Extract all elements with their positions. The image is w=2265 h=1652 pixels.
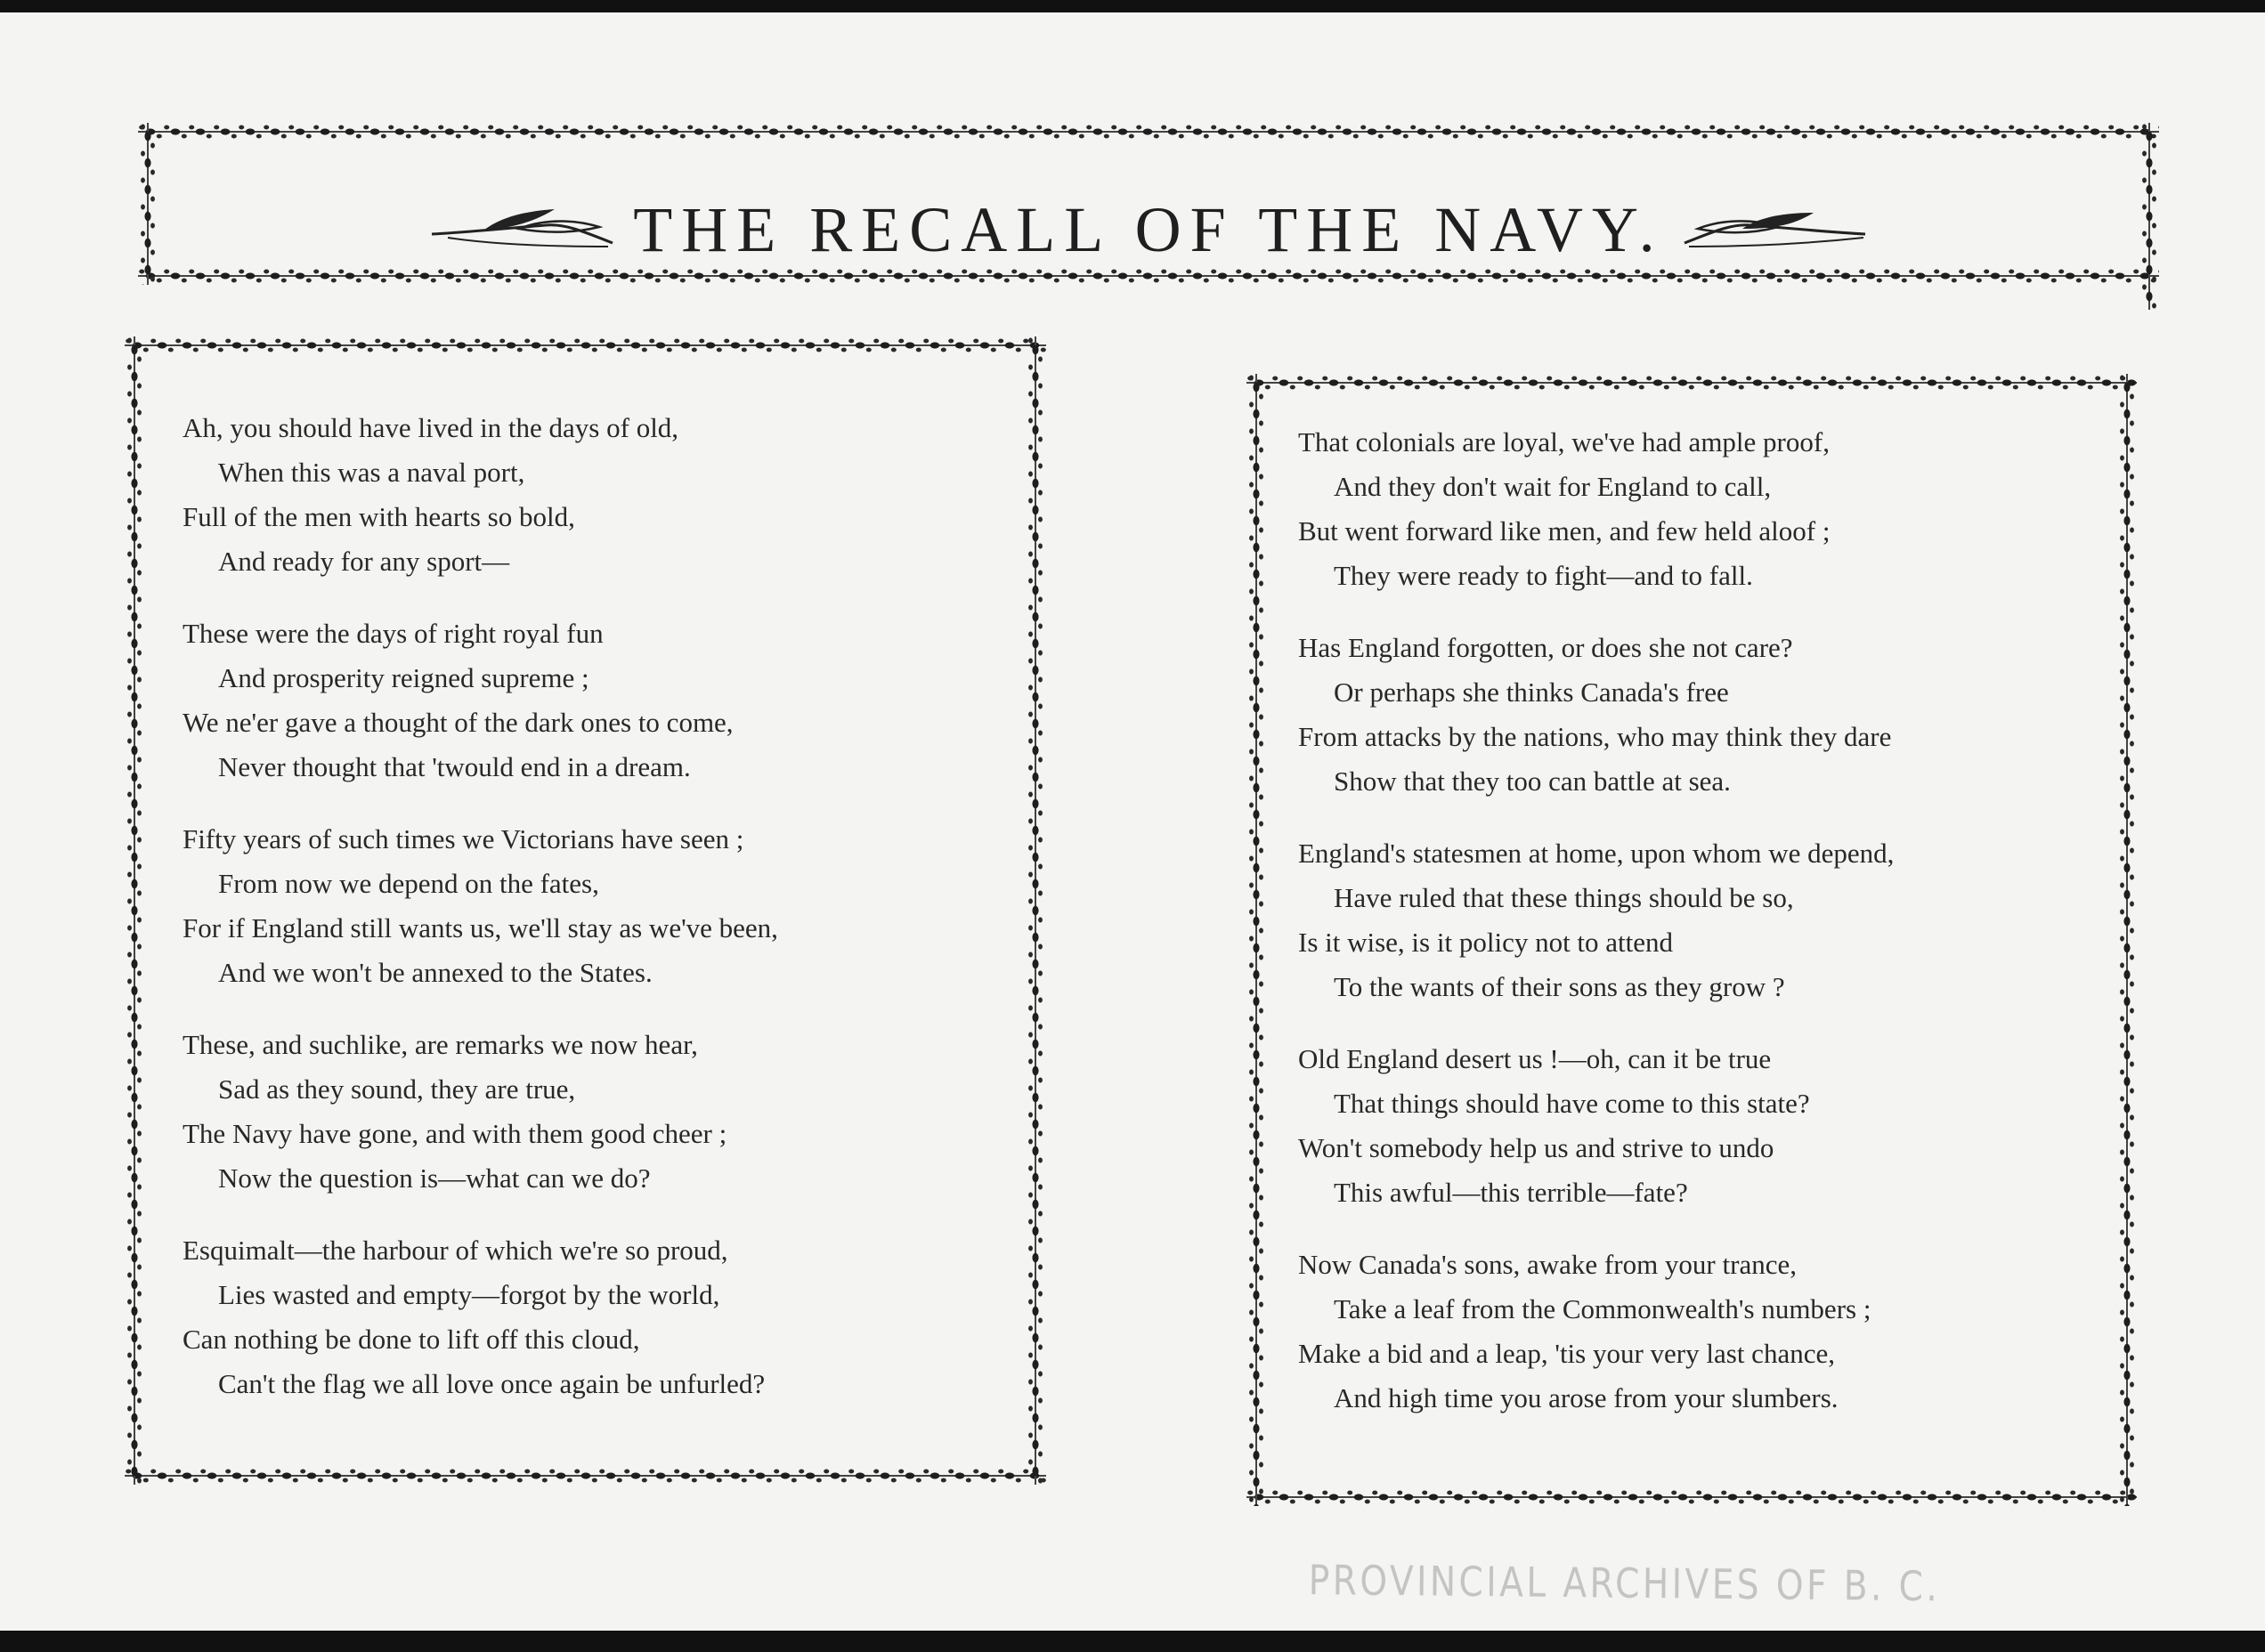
stanza	[183, 1023, 1019, 1201]
stanza	[183, 1228, 1019, 1406]
poem-line: That colonials are loyal, we've had ample proof,	[1298, 426, 1830, 458]
page-title: THE RECALL OF THE NAVY.	[633, 193, 1664, 265]
poem-line: To the wants of their sons as they grow ?	[1334, 971, 1785, 1002]
ornament-border-top	[1246, 374, 2137, 392]
poem-line: Now the question is—what can we do?	[218, 1162, 651, 1194]
stanza	[1298, 1037, 2113, 1215]
poem-line: Never thought that 'twould end in a dream.	[218, 751, 691, 782]
poem-line: And high time you arose from your slumbers.	[1334, 1382, 1839, 1413]
poem-line: Has England forgotten, or does she not care?	[1298, 632, 1793, 663]
stanza	[1298, 420, 2113, 598]
poem-line: Can't the flag we all love once again be unfurled?	[218, 1368, 766, 1399]
ornament-border-right	[2117, 374, 2137, 1506]
poem-line: England's statesmen at home, upon whom we depend,	[1298, 838, 1895, 869]
title-row	[138, 185, 2159, 274]
scan-edge-top	[0, 0, 2265, 12]
ornament-border-left	[125, 336, 144, 1485]
stanza	[1298, 1243, 2113, 1421]
poem-panel-right	[1246, 374, 2137, 1511]
poem-line: When this was a naval port,	[218, 457, 525, 488]
ornament-border-right	[1026, 336, 1045, 1485]
poem-line: And ready for any sport—	[218, 546, 510, 577]
poem-line: The Navy have gone, and with them good cheer ;	[183, 1118, 727, 1149]
poem-line: This awful—this terrible—fate?	[1334, 1177, 1688, 1208]
poem-line: Or perhaps she thinks Canada's free	[1334, 676, 1729, 708]
ornament-border-top	[138, 123, 2159, 141]
poem-line: That things should have come to this state?	[1334, 1088, 1810, 1119]
poem-line: And prosperity reigned supreme ;	[218, 662, 589, 693]
poem-line: Old England desert us !—oh, can it be true	[1298, 1043, 1772, 1074]
poem-line: We ne'er gave a thought of the dark ones to come,	[183, 707, 734, 738]
poem-line: Now Canada's sons, awake from your trance,	[1298, 1249, 1797, 1280]
poem-line: Have ruled that these things should be so,	[1334, 882, 1794, 913]
poem-line: And they don't wait for England to call,	[1334, 471, 1772, 502]
poem-right	[1298, 420, 2113, 1448]
poem-line: Esquimalt—the harbour of which we're so proud,	[183, 1235, 728, 1266]
stanza	[183, 817, 1019, 995]
stanza	[183, 611, 1019, 790]
ornament-border-left	[1246, 374, 1266, 1506]
archive-stamp: PROVINCIAL ARCHIVES OF B. C.	[1308, 1556, 1941, 1611]
ornament-border-bottom	[125, 1467, 1046, 1485]
stanza	[1298, 626, 2113, 804]
poem-panel-left	[125, 336, 1046, 1489]
poem-line: Sad as they sound, they are true,	[218, 1073, 576, 1105]
poem-line: Ah, you should have lived in the days of old,	[183, 412, 679, 443]
quill-right-icon	[1680, 207, 1867, 252]
poem-line: These were the days of right royal fun	[183, 618, 604, 649]
poem-line: And we won't be annexed to the States.	[218, 957, 653, 988]
poem-line: From now we depend on the fates,	[218, 868, 599, 899]
poem-line: But went forward like men, and few held aloof ;	[1298, 515, 1831, 547]
poem-left	[183, 406, 1019, 1434]
poem-line: These, and suchlike, are remarks we now hear,	[183, 1029, 698, 1060]
poem-line: Make a bid and a leap, 'tis your very last chance,	[1298, 1338, 1835, 1369]
stanza	[183, 406, 1019, 584]
ornament-border-top	[125, 336, 1046, 354]
ornament-border-bottom	[1246, 1488, 2137, 1506]
poem-line: Lies wasted and empty—forgot by the world,	[218, 1279, 720, 1310]
poem-line: They were ready to fight—and to fall.	[1334, 560, 1753, 591]
poem-line: Show that they too can battle at sea.	[1334, 765, 1731, 797]
quill-left-icon	[430, 207, 617, 252]
poem-line: Can nothing be done to lift off this cloud,	[183, 1324, 640, 1355]
poem-line: Take a leaf from the Commonwealth's numbers ;	[1334, 1293, 1871, 1324]
poem-line: From attacks by the nations, who may think they dare	[1298, 721, 1892, 752]
scan-edge-bottom	[0, 1631, 2265, 1652]
stanza	[1298, 831, 2113, 1009]
poem-line: Full of the men with hearts so bold,	[183, 501, 575, 532]
poem-line: Fifty years of such times we Victorians have seen ;	[183, 823, 744, 854]
title-frame	[138, 123, 2159, 310]
poem-line: For if England still wants us, we'll stay as we've been,	[183, 912, 778, 943]
poem-line: Won't somebody help us and strive to undo	[1298, 1132, 1774, 1163]
poem-line: Is it wise, is it policy not to attend	[1298, 927, 1674, 958]
